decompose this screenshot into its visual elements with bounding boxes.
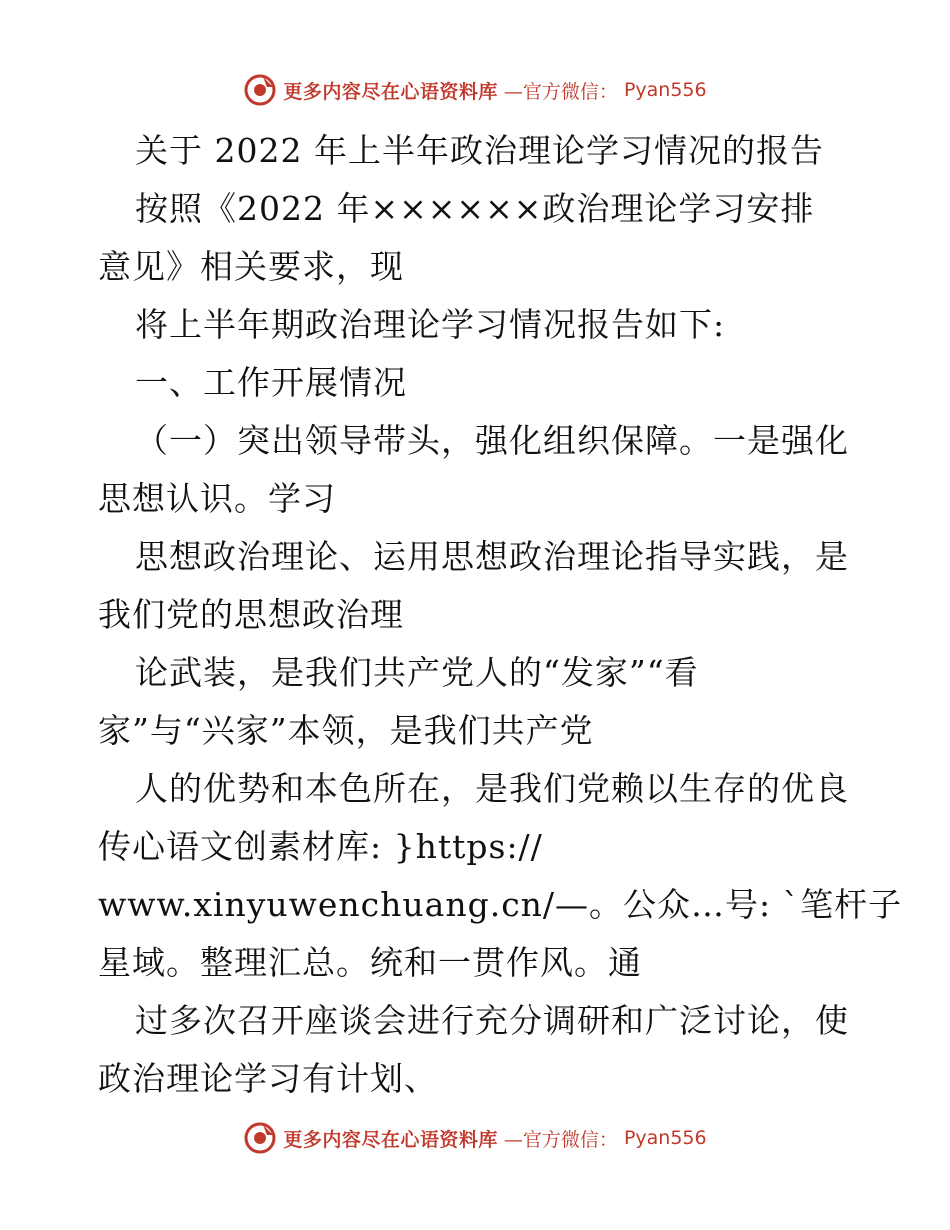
text-line: 思想政治理论、运用思想政治理论指导实践，是 [135, 537, 849, 576]
watermark-text: 更多内容尽在心语资料库 [283, 80, 498, 103]
watermark-separator: —官方微信： [503, 80, 618, 103]
text-line: 论武装，是我们共产党人的“发家”“看 [135, 653, 699, 692]
logo-icon [243, 1121, 277, 1155]
text-line: 传心语文创素材库: }https:// [98, 827, 543, 866]
text-line: www.xinyuwenchuang.cn/—。公众…号: `笔杆子 [98, 885, 903, 924]
logo-icon [243, 73, 277, 107]
text-line: 一、工作开展情况 [135, 363, 407, 402]
text-line: 按照《2022 年××××××政治理论学习安排 [135, 189, 815, 228]
watermark-id: Pyan556 [623, 79, 707, 101]
text-line: 思想认识。学习 [98, 479, 336, 518]
header-watermark [0, 70, 950, 110]
watermark-text: 更多内容尽在心语资料库 [283, 1128, 498, 1151]
text-line: 星域。整理汇总。统和一贯作风。通 [98, 943, 642, 982]
text-line: 将上半年期政治理论学习情况报告如下: [135, 305, 726, 344]
text-line: 家”与“兴家”本领，是我们共产党 [98, 711, 594, 750]
watermark-id: Pyan556 [623, 1127, 707, 1149]
document-body [98, 122, 903, 1108]
text-line: 政治理论学习有计划、 [98, 1059, 438, 1098]
text-line: 我们党的思想政治理 [98, 595, 404, 634]
text-line: （一）突出领导带头，强化组织保障。一是强化 [135, 421, 849, 460]
text-line: 过多次召开座谈会进行充分调研和广泛讨论，使 [135, 1001, 849, 1040]
text-line: 意见》相关要求，现 [98, 247, 404, 286]
watermark-separator: —官方微信： [503, 1128, 618, 1151]
text-line: 人的优势和本色所在，是我们党赖以生存的优良 [135, 769, 849, 808]
footer-watermark [0, 1118, 950, 1158]
text-line: 关于 2022 年上半年政治理论学习情况的报告 [135, 131, 824, 170]
